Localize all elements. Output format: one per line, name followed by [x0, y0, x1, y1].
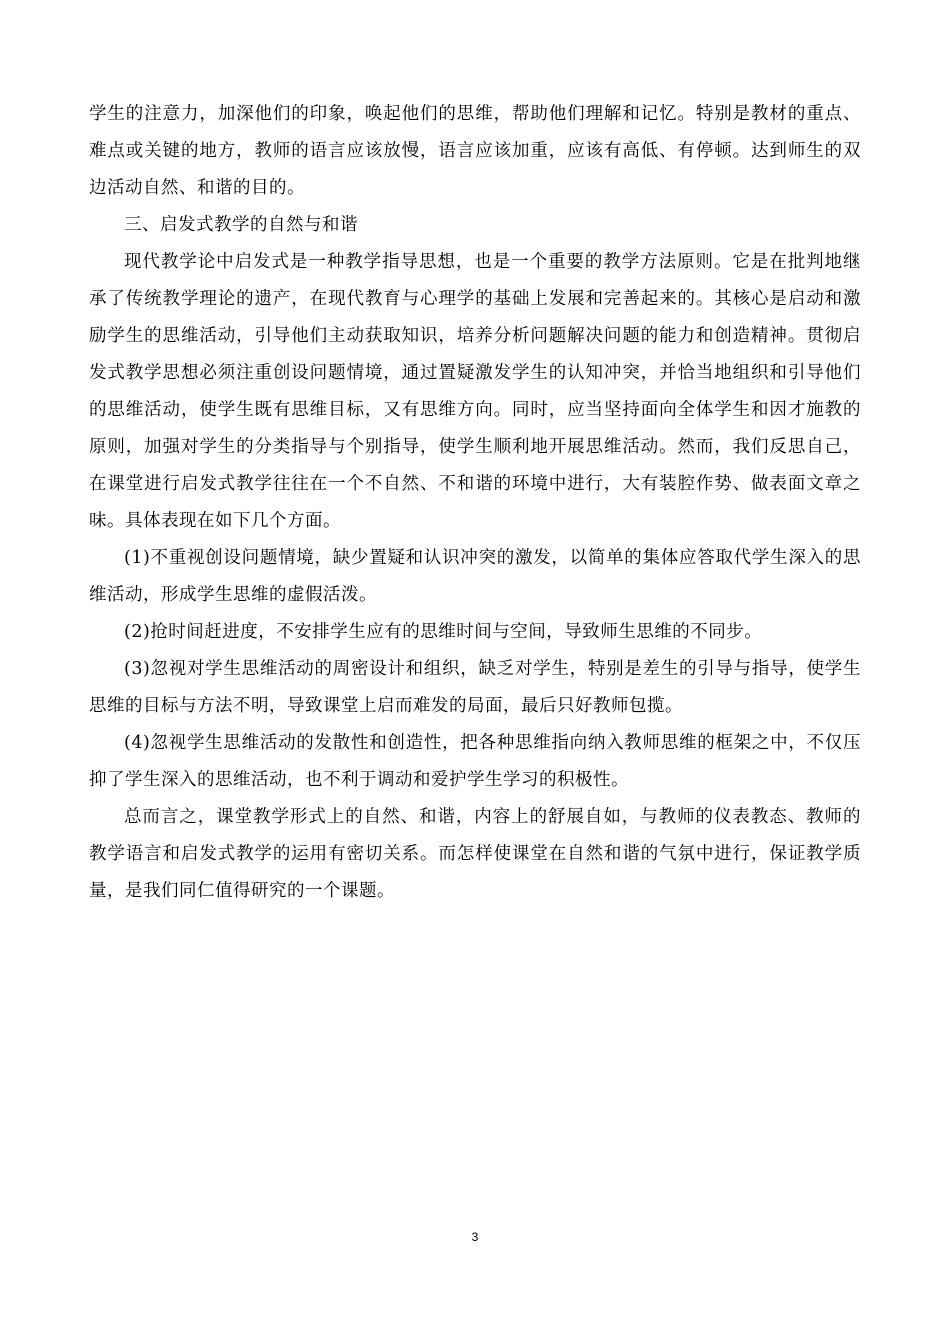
list-item-2: (2)抢时间赶进度，不安排学生应有的思维时间与空间，导致师生思维的不同步。 — [124, 622, 763, 642]
page-number: 3 — [471, 1230, 479, 1244]
paragraph-conclusion: 总而言之，课堂教学形式上的自然、和谐，内容上的舒展自如，与教师的仪表教态、教师的教学语言和启发式教学的运用有密切关系。而怎样使课堂在自然和谐的气氛中进行，保证教学质量，是我们同仁值得研究的一个课题。 — [89, 807, 861, 901]
page-body — [89, 96, 861, 910]
section-heading: 三、启发式教学的自然与和谐 — [124, 215, 358, 235]
paragraph-continued-text: 学生的注意力，加深他们的印象，唤起他们的思维，帮助他们理解和记忆。特别是教材的重点、难点或关键的地方，教师的语言应该放慢，语言应该加重，应该有高低、有停顿。达到师生的双边活动自然、和谐的目的。 — [89, 104, 861, 198]
paragraph-heuristic-teaching: 现代教学论中启发式是一种教学指导思想，也是一个重要的教学方法原则。它是在批判地继承了传统教学理论的遗产，在现代教育与心理学的基础上发展和完善起来的。其核心是启动和激励学生的思维活动，引导他们主动获取知识，培养分析问题解决问题的能力和创造精神。贯彻启发式教学思想必须注重创设问题情境，通过置疑激发学生的认知冲突，并恰当地组织和引导他们的思维活动，使学生既有思维目标，又有思维方向。同时，应当坚持面向全体学生和因才施教的原则，加强对学生的分类指导与个别指导，使学生顺利地开展思维活动。然而，我们反思自己，在课堂进行启发式教学往往在一个不自然、不和谐的环境中进行，大有装腔作势、做表面文章之味。具体表现在如下几个方面。 — [89, 252, 861, 531]
list-item-1: (1)不重视创设问题情境，缺少置疑和认识冲突的激发，以简单的集体应答取代学生深入的思维活动，形成学生思维的虚假活泼。 — [89, 548, 861, 605]
list-item-4: (4)忽视学生思维活动的发散性和创造性，把各种思维指向纳入教师思维的框架之中，不仅压抑了学生深入的思维活动，也不利于调动和爱护学生学习的积极性。 — [89, 733, 861, 790]
list-item-3: (3)忽视对学生思维活动的周密设计和组织，缺乏对学生，特别是差生的引导与指导，使学生思维的目标与方法不明，导致课堂上启而难发的局面，最后只好教师包揽。 — [89, 659, 861, 716]
